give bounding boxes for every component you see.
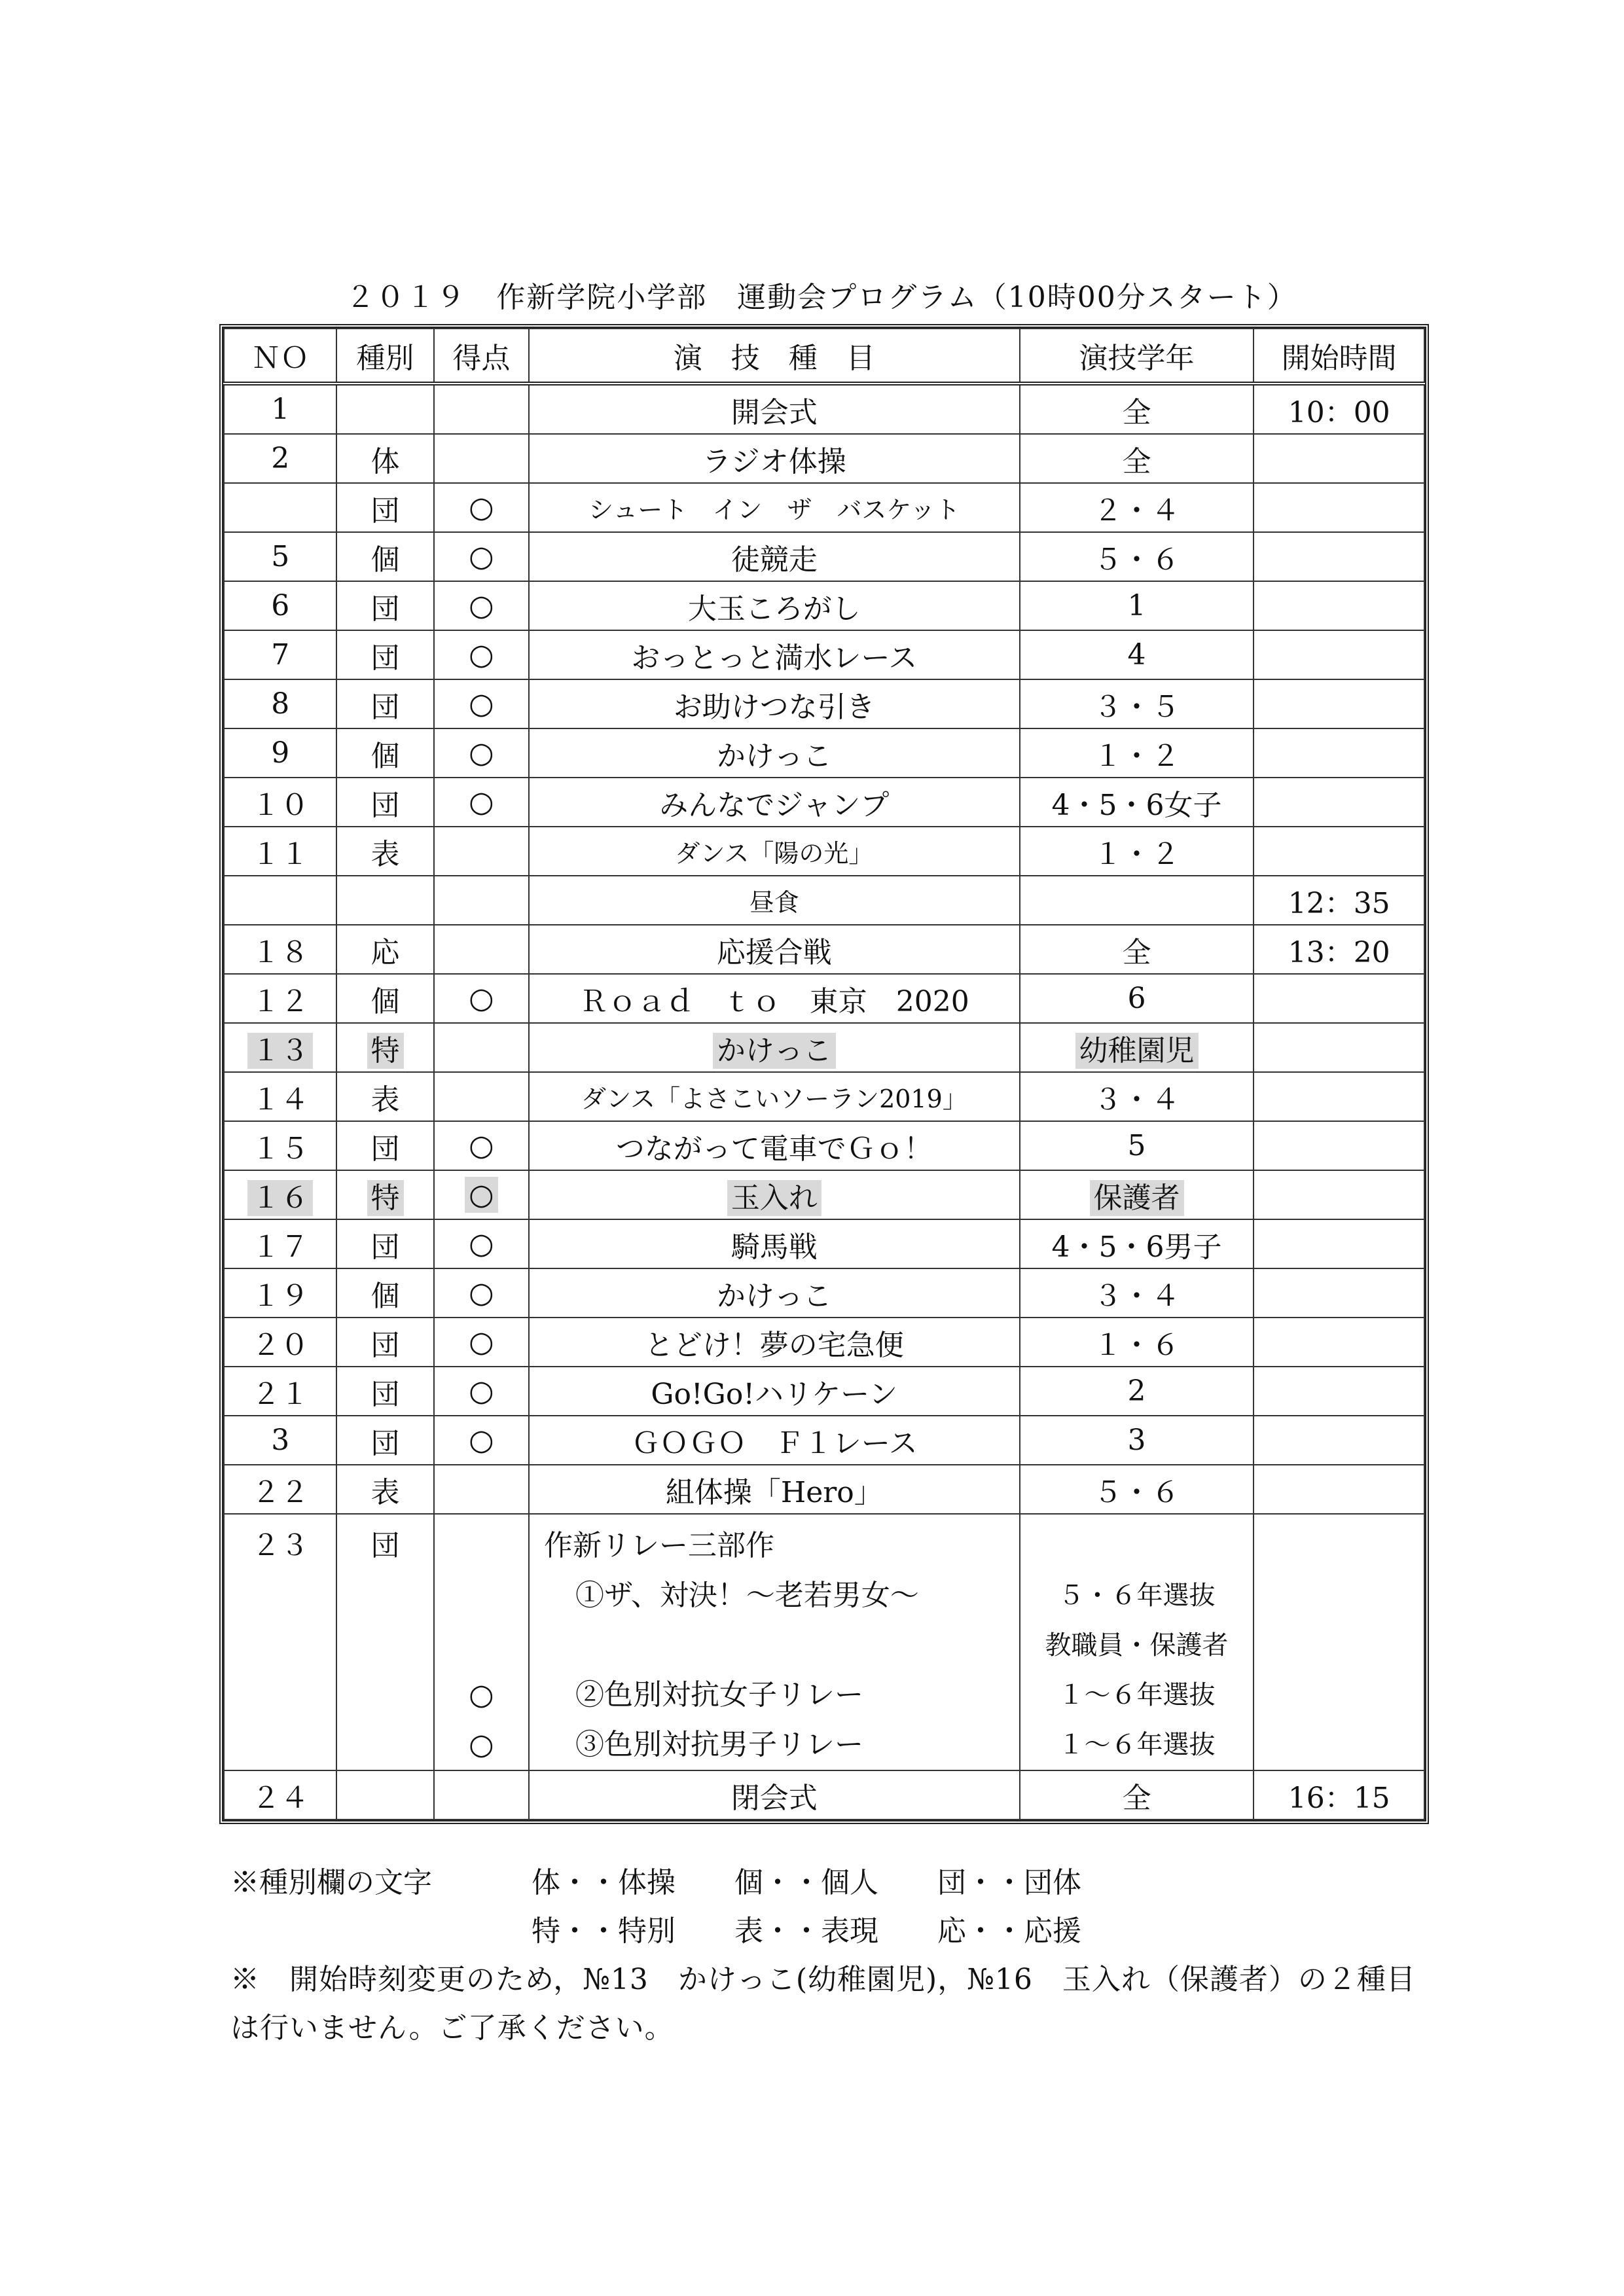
cell-no: １９ — [224, 1268, 336, 1318]
cell-score: ○ — [434, 679, 529, 728]
cell-score — [434, 434, 529, 483]
cell-grade — [1020, 876, 1254, 925]
relay-score: ○ — [469, 1728, 494, 1761]
cell-grade: 1 — [1020, 581, 1254, 630]
cell-score — [434, 1072, 529, 1121]
cell-no: １７ — [224, 1219, 336, 1268]
header-no: ＮＯ — [224, 329, 336, 384]
cell-score — [434, 1170, 529, 1219]
cell-event: Ｒｏａｄ ｔｏ 東京 2020 — [529, 974, 1020, 1023]
cell-type: 団 — [336, 778, 433, 827]
cell-time: 12：35 — [1254, 876, 1424, 925]
cell-type: 団 — [336, 1219, 433, 1268]
cell-grade: 5 — [1020, 1121, 1254, 1170]
cell-no — [224, 876, 336, 925]
cell-time — [1254, 728, 1424, 778]
cell-time — [1254, 1514, 1424, 1770]
cell-grade: 全 — [1020, 434, 1254, 483]
cell-event — [529, 1023, 1020, 1072]
legend-item: 特・・特別 — [532, 1914, 676, 1948]
cell-no: １４ — [224, 1072, 336, 1121]
table-row — [224, 1465, 1424, 1514]
cell-no: １５ — [224, 1121, 336, 1170]
relay-score — [435, 1621, 528, 1670]
table-row — [224, 630, 1424, 679]
cell-score — [434, 1514, 529, 1770]
cell-no: ２２ — [224, 1465, 336, 1514]
cell-grade — [1020, 1023, 1254, 1072]
cell-no: 5 — [224, 532, 336, 581]
cell-grade: 4・5・6女子 — [1020, 778, 1254, 827]
cell-time — [1254, 974, 1424, 1023]
relay-score-spacer — [435, 1521, 528, 1571]
cell-event: シュート イン ザ バスケット — [529, 483, 1020, 532]
legend-item: 応・・応援 — [937, 1914, 1081, 1948]
cell-grade: 3 — [1020, 1416, 1254, 1465]
cell-grade — [1020, 1514, 1254, 1770]
cell-grade: 4・5・6男子 — [1020, 1219, 1254, 1268]
cell-time — [1254, 1121, 1424, 1170]
cell-type: 体 — [336, 434, 433, 483]
cell-score — [434, 1770, 529, 1820]
cell-no: 8 — [224, 679, 336, 728]
cell-time — [1254, 483, 1424, 532]
cell-type — [336, 1514, 433, 1770]
cell-time — [1254, 1170, 1424, 1219]
cell-type: 団 — [336, 581, 433, 630]
table-row-relay — [224, 1514, 1424, 1770]
cell-score — [434, 1465, 529, 1514]
page-title: ２０１９ 作新学院小学部 運動会プログラム（10時00分スタート） — [346, 281, 1297, 314]
table-header-row — [224, 329, 1424, 384]
relay-type: 団 — [370, 1529, 400, 1562]
cell-type: 団 — [336, 1416, 433, 1465]
relay-sub-grade: １～６年選抜 — [1058, 1730, 1216, 1760]
relay-sub-event — [530, 1621, 1019, 1670]
relay-sub-event: ①ザ、対決！～老若男女～ — [575, 1579, 919, 1612]
cell-event: ＧＯＧＯ Ｆ１レース — [529, 1416, 1020, 1465]
relay-no: ２３ — [251, 1529, 310, 1562]
cell-type: 団 — [336, 679, 433, 728]
cell-type: 表 — [336, 1072, 433, 1121]
cell-score: ○ — [434, 1219, 529, 1268]
cell-type: 団 — [336, 1318, 433, 1367]
cell-no — [224, 1514, 336, 1770]
relay-title: 作新リレー三部作 — [544, 1529, 774, 1562]
cell-event — [529, 1514, 1020, 1770]
relay-score: ○ — [469, 1678, 494, 1712]
cell-type: 団 — [336, 1121, 433, 1170]
header-event: 演 技 種 目 — [529, 329, 1020, 384]
table-row — [224, 778, 1424, 827]
cell-score: ○ — [434, 630, 529, 679]
cell-event: かけっこ — [529, 1268, 1020, 1318]
cell-grade: 全 — [1020, 384, 1254, 434]
cell-score — [434, 384, 529, 434]
table-row — [224, 384, 1424, 434]
cell-no: １８ — [224, 925, 336, 974]
cell-type: 応 — [336, 925, 433, 974]
table-row-cancelled — [224, 1170, 1424, 1219]
table-row — [224, 1219, 1424, 1268]
legend-item: 表・・表現 — [734, 1914, 878, 1948]
legend-item: 団・・団体 — [937, 1866, 1081, 1899]
table-row — [224, 728, 1424, 778]
cell-grade: １・６ — [1020, 1318, 1254, 1367]
relay-sub-grade: ５・６年選抜 — [1058, 1581, 1216, 1611]
cell-type: 団 — [336, 1367, 433, 1416]
cell-no: 3 — [224, 1416, 336, 1465]
cell-type: 個 — [336, 1268, 433, 1318]
cell-no: ２４ — [224, 1770, 336, 1820]
cell-event: 組体操「Hero」 — [529, 1465, 1020, 1514]
cell-score — [434, 876, 529, 925]
cell-no: 7 — [224, 630, 336, 679]
cell-score — [434, 827, 529, 876]
table-row — [224, 925, 1424, 974]
table-row — [224, 1072, 1424, 1121]
cancelled-highlight: 保護者 — [1090, 1180, 1184, 1216]
cell-event: ダンス「陽の光」 — [529, 827, 1020, 876]
cell-type — [336, 384, 433, 434]
cell-no: ２１ — [224, 1367, 336, 1416]
cell-event: つながって電車でＧｏ！ — [529, 1121, 1020, 1170]
cell-grade: 6 — [1020, 974, 1254, 1023]
cell-grade: ３・４ — [1020, 1268, 1254, 1318]
cell-event: 閉会式 — [529, 1770, 1020, 1820]
cell-no: 6 — [224, 581, 336, 630]
header-score: 得点 — [434, 329, 529, 384]
table-row — [224, 1318, 1424, 1367]
cell-no — [224, 1023, 336, 1072]
cell-event: 騎馬戦 — [529, 1219, 1020, 1268]
cell-time — [1254, 1072, 1424, 1121]
cell-score: ○ — [434, 581, 529, 630]
cell-time — [1254, 532, 1424, 581]
cell-time — [1254, 1318, 1424, 1367]
table-row — [224, 1770, 1424, 1820]
cell-time — [1254, 1367, 1424, 1416]
cell-score: ○ — [434, 483, 529, 532]
cell-time — [1254, 1219, 1424, 1268]
cell-time — [1254, 1023, 1424, 1072]
cell-type: 団 — [336, 483, 433, 532]
cell-score: ○ — [434, 1367, 529, 1416]
cell-grade: ３・５ — [1020, 679, 1254, 728]
cell-event: お助けつな引き — [529, 679, 1020, 728]
cell-time — [1254, 1416, 1424, 1465]
cell-event: 開会式 — [529, 384, 1020, 434]
legend-item: 個・・個人 — [734, 1866, 878, 1899]
cell-time — [1254, 581, 1424, 630]
table-row — [224, 1367, 1424, 1416]
cell-grade: ２・４ — [1020, 483, 1254, 532]
cell-score: ○ — [434, 778, 529, 827]
cell-no — [224, 1170, 336, 1219]
table-row — [224, 581, 1424, 630]
cell-type: 団 — [336, 630, 433, 679]
program-table-frame — [219, 324, 1429, 1824]
table-row-cancelled — [224, 1023, 1424, 1072]
legend-item: 体・・体操 — [532, 1866, 676, 1899]
table-row — [224, 876, 1424, 925]
table-row — [224, 434, 1424, 483]
table-row — [224, 974, 1424, 1023]
cell-type: 個 — [336, 974, 433, 1023]
cell-type — [336, 1170, 433, 1219]
header-grade: 演技学年 — [1020, 329, 1254, 384]
cell-time — [1254, 778, 1424, 827]
cell-time — [1254, 679, 1424, 728]
cell-no: 1 — [224, 384, 336, 434]
cell-grade: 全 — [1020, 925, 1254, 974]
cell-grade: 全 — [1020, 1770, 1254, 1820]
cancellation-remark: ※ 開始時刻変更のため，№13 かけっこ(幼稚園児)，№16 玉入れ（保護者）の２種目は行いません。ご了承ください。 — [230, 1963, 1416, 2045]
cell-score — [434, 1023, 529, 1072]
cell-event: Go!Go!ハリケーン — [529, 1367, 1020, 1416]
legend-row-1 — [230, 1859, 1422, 1907]
cancelled-highlight: かけっこ — [713, 1033, 836, 1069]
cell-type: 表 — [336, 1465, 433, 1514]
cell-grade: 4 — [1020, 630, 1254, 679]
cell-no: 9 — [224, 728, 336, 778]
notes-section — [230, 1859, 1422, 2053]
cell-no: 2 — [224, 434, 336, 483]
cancelled-highlight: 幼稚園児 — [1075, 1033, 1199, 1069]
cell-grade — [1020, 1170, 1254, 1219]
cell-score: ○ — [434, 728, 529, 778]
cell-event: 昼食 — [529, 876, 1020, 925]
table-row — [224, 679, 1424, 728]
cancelled-highlight: １３ — [247, 1033, 313, 1069]
cell-event: ラジオ体操 — [529, 434, 1020, 483]
cell-score: ○ — [434, 532, 529, 581]
cell-time — [1254, 1465, 1424, 1514]
table-row — [224, 1416, 1424, 1465]
cell-score: ○ — [434, 1416, 529, 1465]
cell-event: ダンス「よさこいソーラン2019」 — [529, 1072, 1020, 1121]
cancelled-highlight: １６ — [247, 1180, 313, 1216]
relay-score — [435, 1571, 528, 1621]
cell-time — [1254, 630, 1424, 679]
relay-sub-grade: 教職員・保護者 — [1045, 1630, 1229, 1660]
cell-score: ○ — [434, 1268, 529, 1318]
cell-type: 個 — [336, 532, 433, 581]
cell-no: １１ — [224, 827, 336, 876]
cell-event: とどけ！夢の宅急便 — [529, 1318, 1020, 1367]
relay-sub-grade: １～６年選抜 — [1058, 1680, 1216, 1710]
cell-event — [529, 1170, 1020, 1219]
legend-label: ※種別欄の文字 — [230, 1866, 432, 1899]
cell-score: ○ — [434, 1318, 529, 1367]
cancelled-highlight: 特 — [367, 1033, 404, 1069]
cell-time: 10：00 — [1254, 384, 1424, 434]
cell-grade: 2 — [1020, 1367, 1254, 1416]
cell-event: 徒競走 — [529, 532, 1020, 581]
cell-time — [1254, 434, 1424, 483]
table-row — [224, 1268, 1424, 1318]
cell-event: みんなでジャンプ — [529, 778, 1020, 827]
cell-score — [434, 925, 529, 974]
table-row — [224, 1121, 1424, 1170]
header-type: 種別 — [336, 329, 433, 384]
table-row — [224, 827, 1424, 876]
cell-grade: ３・４ — [1020, 1072, 1254, 1121]
cell-grade: ５・６ — [1020, 532, 1254, 581]
header-time: 開始時間 — [1254, 329, 1424, 384]
program-table — [223, 328, 1425, 1820]
relay-sub-event: ②色別対抗女子リレー — [575, 1678, 863, 1712]
cell-event: かけっこ — [529, 728, 1020, 778]
cell-no: ２０ — [224, 1318, 336, 1367]
cell-grade: １・２ — [1020, 827, 1254, 876]
relay-grade-spacer — [1020, 1521, 1254, 1571]
cell-grade: ５・６ — [1020, 1465, 1254, 1514]
cell-type — [336, 1770, 433, 1820]
cell-time — [1254, 827, 1424, 876]
relay-sub-event: ③色別対抗男子リレー — [575, 1728, 863, 1761]
cell-time: 16：15 — [1254, 1770, 1424, 1820]
cell-score: ○ — [434, 1121, 529, 1170]
program-body — [224, 384, 1424, 1820]
cell-type — [336, 876, 433, 925]
cell-score: ○ — [434, 974, 529, 1023]
cell-type — [336, 1023, 433, 1072]
cell-event: おっとっと満水レース — [529, 630, 1020, 679]
cell-event: 大玉ころがし — [529, 581, 1020, 630]
cell-type: 表 — [336, 827, 433, 876]
cell-no: １２ — [224, 974, 336, 1023]
cancelled-highlight: 玉入れ — [727, 1180, 821, 1216]
cancelled-highlight: 特 — [367, 1180, 404, 1216]
table-row — [224, 483, 1424, 532]
cell-time — [1254, 1268, 1424, 1318]
table-row — [224, 532, 1424, 581]
cell-event: 応援合戦 — [529, 925, 1020, 974]
legend-row-2 — [230, 1907, 1422, 1956]
cell-no — [224, 483, 336, 532]
cell-time: 13：20 — [1254, 925, 1424, 974]
cell-no: １０ — [224, 778, 336, 827]
cancelled-highlight: ○ — [465, 1177, 497, 1213]
cell-grade: １・２ — [1020, 728, 1254, 778]
cell-type: 個 — [336, 728, 433, 778]
